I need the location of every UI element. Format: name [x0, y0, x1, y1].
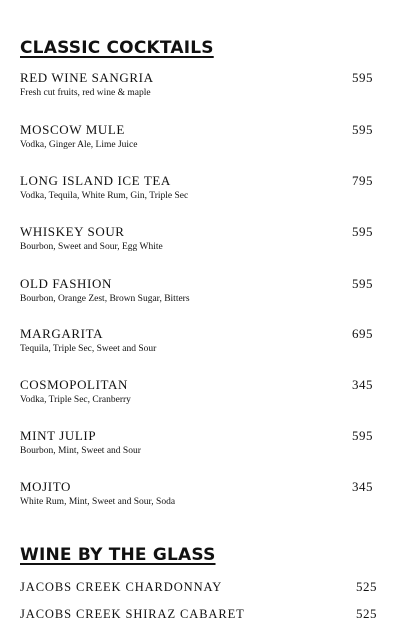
section-title-classic-cocktails: CLASSIC COCKTAILS	[20, 38, 214, 58]
menu-item-whiskey-sour	[20, 224, 383, 253]
menu-item-cosmopolitan	[20, 377, 383, 406]
section-title-wine-by-the-glass: WINE BY THE GLASS	[20, 545, 216, 565]
menu-item-margarita	[20, 326, 383, 355]
menu-item-long-island-ice-tea	[20, 173, 383, 202]
item-description: Bourbon, Orange Zest, Brown Sugar, Bitters	[20, 294, 190, 304]
item-price: 595	[352, 122, 373, 137]
item-name: MINT JULIP	[20, 428, 97, 443]
item-price: 345	[352, 479, 373, 494]
item-name: LONG ISLAND ICE TEA	[20, 173, 171, 188]
item-price: 595	[352, 224, 373, 239]
item-price: 695	[352, 326, 373, 341]
item-name: RED WINE SANGRIA	[20, 70, 154, 85]
item-description: White Rum, Mint, Sweet and Sour, Soda	[20, 497, 176, 507]
menu-item-red-wine-sangria	[20, 70, 383, 99]
menu-item-jacobs-creek-shiraz-cabaret	[20, 606, 383, 622]
menu-item-mojito	[20, 479, 383, 508]
item-description: Vodka, Tequila, White Rum, Gin, Triple Sec	[20, 191, 189, 201]
item-price: 525	[356, 606, 377, 621]
item-description: Vodka, Triple Sec, Cranberry	[20, 395, 131, 405]
item-description: Fresh cut fruits, red wine & maple	[20, 88, 151, 98]
item-name: WHISKEY SOUR	[20, 224, 125, 239]
item-name: MOJITO	[20, 479, 72, 494]
item-description: Vodka, Ginger Ale, Lime Juice	[20, 140, 138, 150]
item-name: JACOBS CREEK SHIRAZ CABARET	[20, 607, 245, 621]
item-price: 595	[352, 70, 373, 85]
item-name: MOSCOW MULE	[20, 122, 125, 137]
item-price: 595	[352, 428, 373, 443]
menu-item-old-fashion	[20, 276, 383, 305]
item-name: JACOBS CREEK CHARDONNAY	[20, 580, 223, 594]
item-name: COSMOPOLITAN	[20, 377, 129, 392]
menu-item-jacobs-creek-chardonnay	[20, 579, 383, 595]
item-name: OLD FASHION	[20, 276, 112, 291]
item-price: 595	[352, 276, 373, 291]
item-description: Bourbon, Sweet and Sour, Egg White	[20, 242, 163, 252]
menu-item-moscow-mule	[20, 122, 383, 151]
item-description: Tequila, Triple Sec, Sweet and Sour	[20, 344, 157, 354]
item-price: 525	[356, 579, 377, 594]
item-price: 795	[352, 173, 373, 188]
item-name: MARGARITA	[20, 326, 104, 341]
item-description: Bourbon, Mint, Sweet and Sour	[20, 446, 141, 456]
menu-item-mint-julip	[20, 428, 383, 457]
item-price: 345	[352, 377, 373, 392]
